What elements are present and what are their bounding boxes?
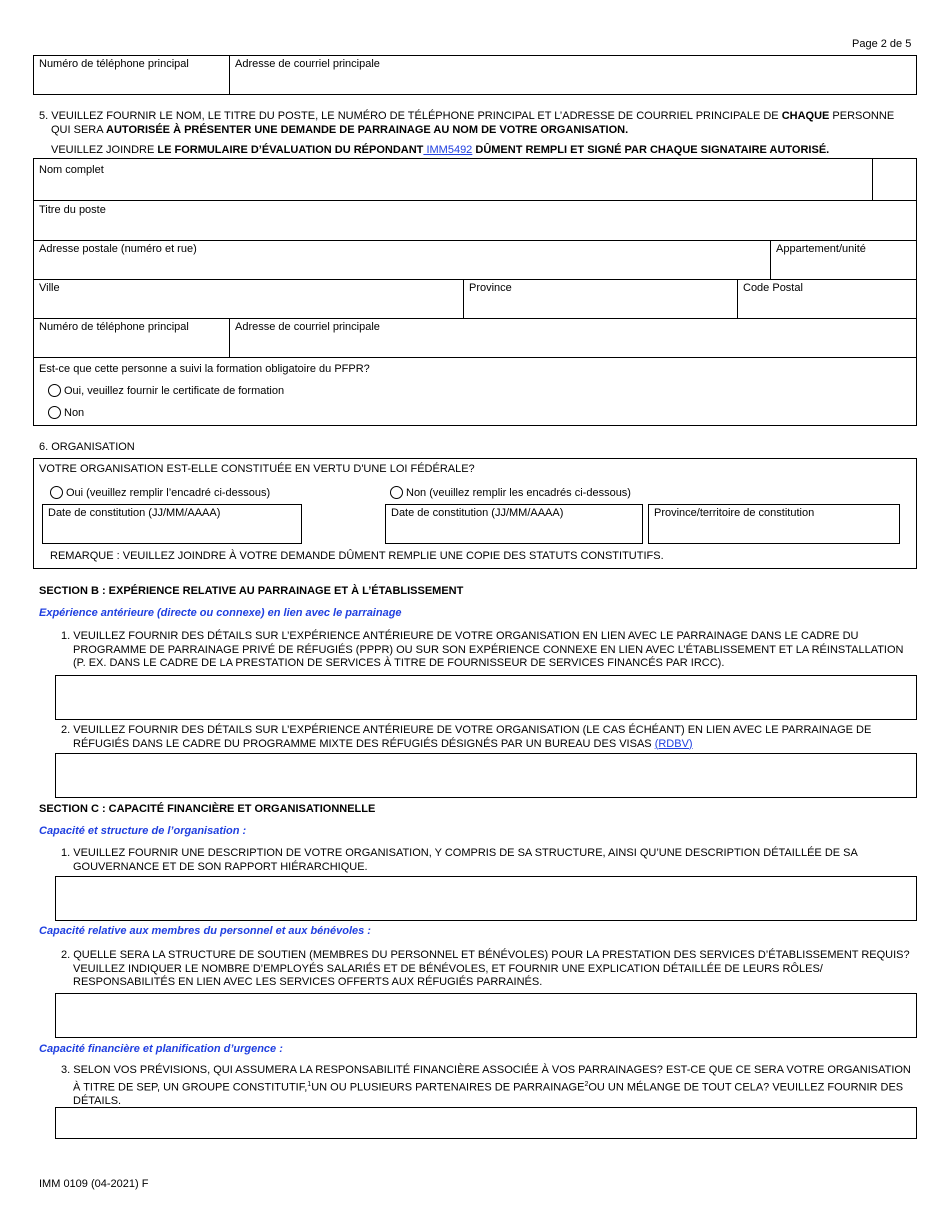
org-province-label: Province/territoire de constitution [654,507,815,519]
org-date-no-label: Date de constitution (JJ/MM/AAAA) [391,507,564,519]
section-c-q2-answer[interactable] [55,993,917,1038]
training-no-radio[interactable] [48,406,61,419]
section-c-q2: 2. QUELLE SERA LA STRUCTURE DE SOUTIEN (MEMBRES DU PERSONNEL ET BÉNÉVOLES) POUR LA PRESTATION DES SERVICES D’ÉTABLISSEMENT REQUIS? VEUILLEZ INDIQUER LE NOMBRE D’EMPLOYÉS SALARIÉS ET DE BÉNÉVOLES, ET FOURNIR UNE EXPLICATION DÉTAILLÉE DE LEURS RÔLES/ RESPONSABILITÉS EN LIEN AVEC LES SERVICES OFFERTS AUX RÉFUGIÉS PARRAINÉS. [61,949,910,988]
org-yes-radio[interactable] [50,486,63,499]
full-name-input[interactable] [34,178,870,199]
section-b-q1: 1. VEUILLEZ FOURNIR DES DÉTAILS SUR L’EXPÉRIENCE ANTÉRIEURE DE VOTRE ORGANISATION EN LIEN AVEC LE PARRAINAGE DANS LE CADRE DU PROGRAMME DE PARRAINAGE PRIVÉ DE RÉFUGIÉS (PPPR) OU SUR SON EXPÉRIENCE CONNEXE EN LIEN AVEC L’ÉTABLISSEMENT ET LA RÉINSTALLATION (P. EX. DANS LE CADRE DE LA PRESTATION DE SERVICES À TITRE DE FOURNISSEUR DE SERVICES FINANCÉS PAR IRCC). [61,630,904,669]
email-input[interactable] [230,335,916,356]
section-b-q2-answer[interactable] [55,753,917,798]
street-input[interactable] [34,257,768,278]
org-question: VOTRE ORGANISATION EST-ELLE CONSTITUÉE EN VERTU D'UNE LOI FÉDÉRALE? [39,463,475,475]
section-c-title: SECTION C : CAPACITÉ FINANCIÈRE ET ORGANISATIONNELLE [39,803,376,815]
street-label: Adresse postale (numéro et rue) [39,243,197,255]
province-label: Province [469,282,512,294]
province-input[interactable] [464,296,736,317]
job-title-input[interactable] [34,218,914,239]
section-b-title: SECTION B : EXPÉRIENCE RELATIVE AU PARRAINAGE ET À L’ÉTABLISSEMENT [39,585,464,597]
top-phone-label: Numéro de téléphone principal [39,58,189,70]
section-c-sub2: Capacité relative aux membres du personnel et aux bénévoles : [39,925,371,937]
job-title-label: Titre du poste [39,204,106,216]
section-b-q1-answer[interactable] [55,675,917,720]
q5-instruction: 5. VEUILLEZ FOURNIR LE NOM, LE TITRE DU POSTE, LE NUMÉRO DE TÉLÉPHONE PRINCIPAL ET L’ADRESSE DE COURRIEL PRINCIPALE DE CHAQUE PERSONNE QUI SERA AUTORISÉE À PRÉSENTER UNE DEMANDE DE PARRAINAGE AU NOM DE VOTRE ORGANISATION. [39,110,895,136]
org-no-radio[interactable] [390,486,403,499]
top-email-input[interactable] [230,72,916,94]
phone-label: Numéro de téléphone principal [39,321,189,333]
q5-attach-note: VEUILLEZ JOINDRE LE FORMULAIRE D’ÉVALUATION DU RÉPONDANT IMM5492 DÛMENT REMPLI ET SIGNÉ PAR CHAQUE SIGNATAIRE AUTORISÉ. [51,144,830,156]
training-yes-radio[interactable] [48,384,61,397]
phone-input[interactable] [34,335,228,356]
training-question: Est-ce que cette personne a suivi la formation obligatoire du PFPR? [39,363,370,375]
page-number: Page 2 de 5 [852,38,912,50]
org-date-yes-label: Date de constitution (JJ/MM/AAAA) [48,507,221,519]
section-b-subtitle: Expérience antérieure (directe ou connexe) en lien avec le parrainage [39,607,402,619]
section-c-q1: 1. VEUILLEZ FOURNIR UNE DESCRIPTION DE VOTRE ORGANISATION, Y COMPRIS DE SA STRUCTURE, AINSI QU’UNE DESCRIPTION DÉTAILLÉE DE SA GOUVERNANCE ET DE SON RAPPORT HIÉRARCHIQUE. [61,847,858,873]
apartment-input[interactable] [771,257,915,278]
training-no-option[interactable]: Non [48,406,84,419]
section-c-q3-answer[interactable] [55,1107,917,1139]
section-c-q3: 3. SELON VOS PRÉVISIONS, QUI ASSUMERA LA RESPONSABILITÉ FINANCIÈRE ASSOCIÉE À VOS PARRAINAGES? EST-CE QUE CE SERA VOTRE ORGANISATION À TITRE DE SEP, UN GROUPE CONSTITUTIF,$^1$UN OU PLUSIEURS PARTENAIRES DE PARRAINAGE$^2$OU UN MÉLANGE DE TOUT CELA? VEUILLEZ FOURNIR DES DÉTAILS. [61,1064,911,1107]
org-heading: 6. ORGANISATION [39,441,135,453]
email-label: Adresse de courriel principale [235,321,380,333]
full-name-label: Nom complet [39,164,104,176]
section-b-q2: 2. VEUILLEZ FOURNIR DES DÉTAILS SUR L’EXPÉRIENCE ANTÉRIEURE DE VOTRE ORGANISATION (LE CAS ÉCHÉANT) EN LIEN AVEC LE PARRAINAGE DE RÉFUGIÉS DANS LE CADRE DU PROGRAMME MIXTE DES RÉFUGIÉS DÉSIGNÉS PAR UN BUREAU DES VISAS (RDBV) [61,724,872,750]
postal-code-label: Code Postal [743,282,803,294]
postal-code-input[interactable] [738,296,916,317]
section-c-sub1: Capacité et structure de l’organisation : [39,825,247,837]
org-no-option[interactable]: Non (veuillez remplir les encadrés ci-dessous) [390,486,631,499]
form-code-footer: IMM 0109 (04-2021) F [39,1178,149,1190]
city-input[interactable] [34,296,462,317]
top-phone-input[interactable] [34,72,228,94]
city-label: Ville [39,282,60,294]
org-note: REMARQUE : VEUILLEZ JOINDRE À VOTRE DEMANDE DÛMENT REMPLIE UNE COPIE DES STATUTS CONSTITUTIFS. [50,550,664,562]
training-yes-option[interactable]: Oui, veuillez fournir le certificate de formation [48,384,284,397]
imm5492-link[interactable]: IMM5492 [423,144,473,156]
section-c-q1-answer[interactable] [55,876,917,921]
top-email-label: Adresse de courriel principale [235,58,380,70]
org-yes-option[interactable]: Oui (veuillez remplir l’encadré ci-dessous) [50,486,270,499]
rdbv-link[interactable]: (RDBV) [654,737,693,750]
section-c-sub3: Capacité financière et planification d’urgence : [39,1043,283,1055]
apartment-label: Appartement/unité [776,243,866,255]
